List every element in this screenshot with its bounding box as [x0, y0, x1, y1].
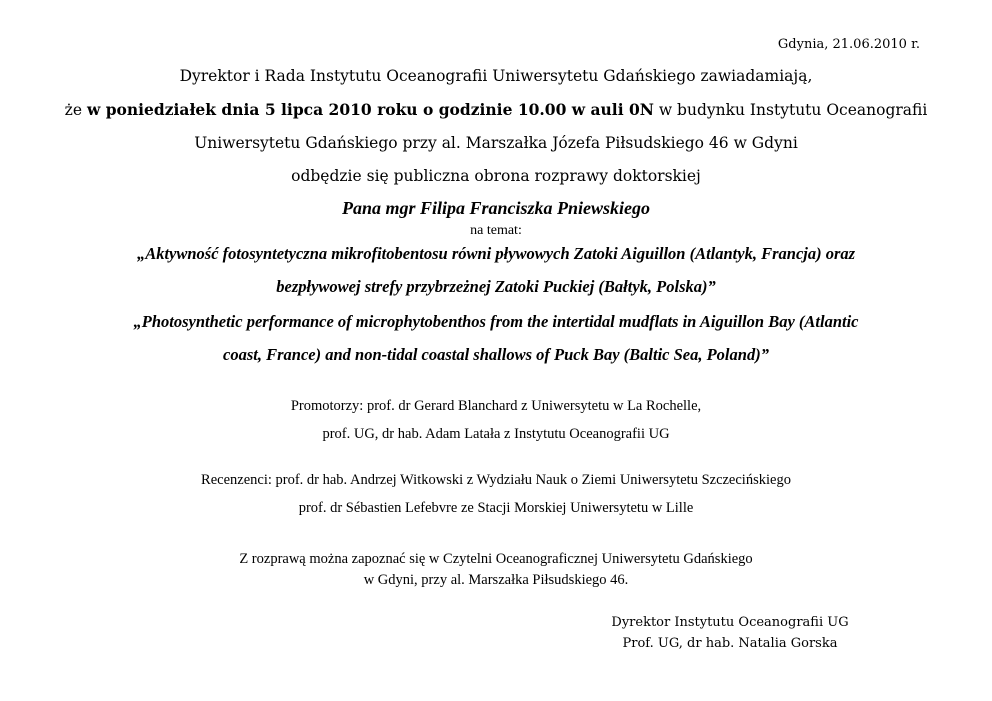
signature-title: Dyrektor Instytutu Oceanografii UG	[611, 615, 849, 630]
announcement-line-1: Dyrektor i Rada Instytutu Oceanografii Uniwersytetu Gdańskiego zawiadamiają,	[179, 67, 813, 85]
reading-room-line-2: w Gdyni, przy al. Marszałka Piłsudskiego 46.	[363, 572, 629, 588]
title-pl-line-1: „Aktywność fotosyntetyczna mikrofitobentosu równi pływowych Zatoki Aiguillon (Atlantyk, Francja) oraz	[136, 244, 856, 263]
reviewers-line-2: prof. dr Sébastien Lefebvre ze Stacji Morskiej Uniwersytetu w Lille	[298, 500, 694, 516]
promoters-line-1: Promotorzy: prof. dr Gerard Blanchard z Uniwersytetu w La Rochelle,	[290, 398, 702, 414]
reading-room-line-1: Z rozprawą można zapoznać się w Czytelni Oceanograficznej Uniwersytetu Gdańskiego	[239, 551, 753, 567]
signature-name: Prof. UG, dr hab. Natalia Gorska	[622, 636, 838, 651]
announcement-line-2-prefix: że	[64, 101, 87, 119]
announcement-line-4: odbędzie się publiczna obrona rozprawy doktorskiej	[291, 167, 701, 185]
announcement-line-3: Uniwersytetu Gdańskiego przy al. Marszałka Józefa Piłsudskiego 46 w Gdyni	[194, 134, 798, 152]
place-date: Gdynia, 21.06.2010 r.	[777, 37, 920, 52]
title-pl-line-2: bezpływowej strefy przybrzeżnej Zatoki Puckiej (Bałtyk, Polska)”	[276, 277, 716, 296]
on-topic-label: na temat:	[470, 223, 522, 238]
defense-date-time: w poniedziałek dnia 5 lipca 2010 roku o godzinie 10.00 w auli 0N	[86, 100, 654, 119]
title-en-line-1: „Photosynthetic performance of microphytobenthos from the intertidal mudflats in Aiguillon Bay (Atlantic	[133, 312, 859, 331]
announcement-line-2-suffix: w budynku Instytutu Oceanografii	[653, 101, 928, 119]
promoters-line-2: prof. UG, dr hab. Adam Latała z Instytutu Oceanografii UG	[322, 426, 670, 442]
reviewers-line-1: Recenzenci: prof. dr hab. Andrzej Witkowski z Wydziału Nauk o Ziemi Uniwersytetu Szczecińskiego	[201, 472, 791, 488]
title-en-line-2: coast, France) and non-tidal coastal shallows of Puck Bay (Baltic Sea, Poland)”	[223, 345, 769, 364]
candidate-name: Pana mgr Filipa Franciszka Pniewskiego	[341, 198, 651, 218]
announcement-line-2	[0, 100, 992, 119]
